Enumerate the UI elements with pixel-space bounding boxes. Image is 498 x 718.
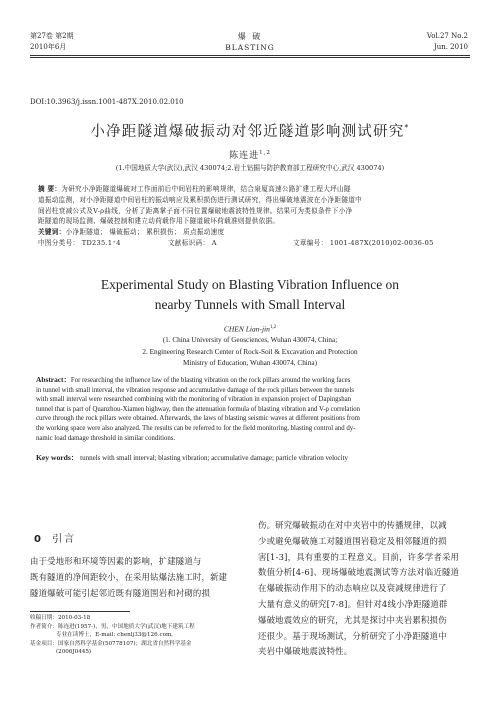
abstract-en-line-4: tunnel that is part of Quanzhou-Xiamen highway, then the attenuation formula of blasting vibration and V-ρ correlation [36, 405, 361, 413]
section-title: 引言 [52, 534, 77, 545]
abstract-en-label: Abstract： [36, 375, 71, 384]
keywords-en-label: Key words： [36, 453, 79, 462]
date-cn: 2010年6月 [30, 43, 67, 51]
abstract-en-line-1 [36, 375, 468, 386]
abstract-en-line-1-text: For researching the influence law of the blasting vibration on the rock pillars around the working faces [70, 377, 351, 384]
abstract-en-line-2: in tunnel with small interval, the vibration response and accumulative damage of the rock pillars between the tunnels [36, 386, 354, 394]
affiliation-en-line-3: Ministry of Education, Wuhan 430074, China) [183, 359, 317, 367]
classification-row [38, 238, 468, 249]
keywords-cn [38, 227, 468, 238]
affiliation-en-line-2: 2. Engineering Research Center of Rock-Soil & Excavation and Protection [142, 347, 358, 356]
intro-right-column [258, 518, 474, 660]
clc-number: 中图分类号： TD235.1⁺4 [38, 238, 121, 247]
header-rule [30, 55, 470, 56]
intro-right-line-6: 大量有意义的研究[7-8]。但针对4线小净距隧道群 [258, 598, 448, 609]
document-code: 文献标识码： A [168, 238, 217, 247]
author-cn-name: 陈连进 [229, 151, 260, 161]
title-en-line-1: Experimental Study on Blasting Vibration Influence on [100, 277, 400, 292]
author-en-sup: 1,2 [269, 325, 277, 330]
abstract-en [36, 375, 468, 443]
abstract-en-line-6: the working space were also analyzed. The results can be referred to for the field monitoring, blasting control and dy- [36, 424, 356, 432]
footnote-author: 作者简介：陈连进(1957-)，男，中国地质大学(武汉)地下建筑工程 [30, 623, 195, 630]
abstract-en-line-3: with small interval were researched combining with the monitoring of vibration in expansion project of Dapingshan [36, 396, 352, 404]
intro-right-line-8: 还很少。基于现场测试，分析研究了小净距隧道中 [258, 630, 447, 641]
abstract-cn-line-1 [38, 184, 468, 195]
keywords-en [36, 453, 468, 464]
author-en-name: CHEN Lian-jin [223, 324, 270, 334]
footnote-fund: 基金项目：国家自然科学基金(50778107)；湖北省自然科学基金 [30, 640, 192, 647]
author-en [30, 323, 470, 334]
journal-name-cn: 爆 破 [237, 32, 263, 41]
abstract-en-line-5: curve through the rock pillars were obtained. Afterwards, the laws of blasting seismic waves at different positions from [36, 415, 360, 423]
keywords-cn-text: 小净距隧道； 爆破振动； 累积损伤； 质点振动速度 [65, 228, 225, 237]
intro-right-line-7: 爆破地震效应的研究，尤其是探讨中夹岩累积损伤 [258, 614, 447, 625]
intro-right-line-5: 在爆破振动作用下的动态响应以及衰减规律进行了 [258, 583, 447, 594]
volume-cn: 第27卷 第2期 [30, 32, 74, 40]
abstract-cn-line-2: 道振动监测，对小净距隧道中间岩柱的振动响应及累积损伤进行测试研究，得出爆破地震波在小净距隧道中 [38, 195, 363, 204]
title-cn-text: 小净距隧道爆破振动对邻近隧道影响测试研究 [90, 124, 405, 140]
abstract-cn-line-3: 间岩柱衰减公式及V-ρ曲线，分析了距离掌子面不同位置爆破地震波特性规律。结果可为类似条件下小净 [38, 206, 353, 215]
keywords-en-text: tunnels with small interval; blasting vibration; accumulative damage; particle vibration velocity [80, 454, 349, 462]
keywords-cn-label: 关键词： [38, 228, 66, 237]
footnote-received: 收稿日期：2010-03-18 [30, 615, 91, 621]
abstract-cn-line-1-text: 为研究小净距隧道爆破对工作面前后中间岩柱的影响规律，结合泉厦高速公路扩建工程大坪山隧 [61, 185, 351, 193]
footnote-fund-cont: (2006J0445) [56, 649, 92, 656]
abstract-en-line-7: namic load damage threshold in similar conditions. [36, 434, 176, 442]
abstract-cn-label: 摘 要： [38, 185, 62, 193]
affiliation-en [30, 335, 470, 370]
title-cn [30, 120, 470, 141]
footnotes [30, 614, 252, 657]
volume-en: Vol.27 No.2 [426, 32, 468, 40]
header-rule-thin [30, 57, 470, 58]
affiliation-cn: (1.中国地质大学(武汉),武汉 430074;2.岩土钻掘与防护教育部工程研究中心,武汉 430074) [115, 164, 385, 172]
article-number: 文章编号： 1001-487X(2010)02-0036-05 [293, 238, 434, 247]
title-en-line-2: nearby Tunnels with Small Interval [154, 297, 346, 312]
abstract-cn [38, 184, 468, 249]
author-cn [30, 148, 470, 161]
intro-right-line-9: 夹岩中爆破地震波特性。 [258, 646, 353, 657]
footnote-rule [30, 611, 130, 612]
intro-left-line-2: 既有隧道的净间距较小，在采用钻爆法施工时，新建 [30, 571, 228, 582]
date-en: Jun. 2010 [433, 43, 468, 51]
footnote-author-cont: 专业在读博士，E-mail: chenlj33@126.com。 [56, 632, 177, 639]
section-heading-intro [34, 530, 76, 545]
intro-right-line-3: 害[1-3]，具有重要的工程意义。目前，许多学者采用 [258, 551, 460, 562]
intro-right-line-2: 少或避免爆破施工对隧道围岩稳定及相邻隧道的损 [258, 535, 447, 546]
doi: DOI:10.3963/j.issn.1001-487X.2010.02.010 [30, 98, 184, 106]
title-en [30, 275, 470, 315]
intro-right-line-1: 伤。研究爆破振动在对中夹岩中的传播规律，以减 [258, 520, 447, 530]
abstract-cn-line-4: 距隧道的现场监测、爆破控制和建立动荷载作用下隧道破坏荷载准则提供依据。 [38, 217, 280, 226]
intro-left-column [30, 554, 252, 601]
title-star: * [404, 123, 410, 133]
intro-left-line-3: 隧道爆破可能引起邻近既有隧道围岩和衬砌的损 [30, 587, 211, 598]
section-number: 0 [34, 534, 41, 545]
author-cn-sup: 1,2 [259, 150, 271, 156]
journal-name-en: BLASTING [225, 43, 275, 52]
affiliation-en-line-1: (1. China University of Geosciences, Wuhan 430074, China; [162, 336, 338, 344]
intro-right-line-4: 数值分析[4-6]、现场爆破地震测试等方法对临近隧道 [258, 567, 460, 578]
intro-left-line-1: 由于受地形和环境等因素的影响，扩建隧道与 [30, 556, 202, 566]
